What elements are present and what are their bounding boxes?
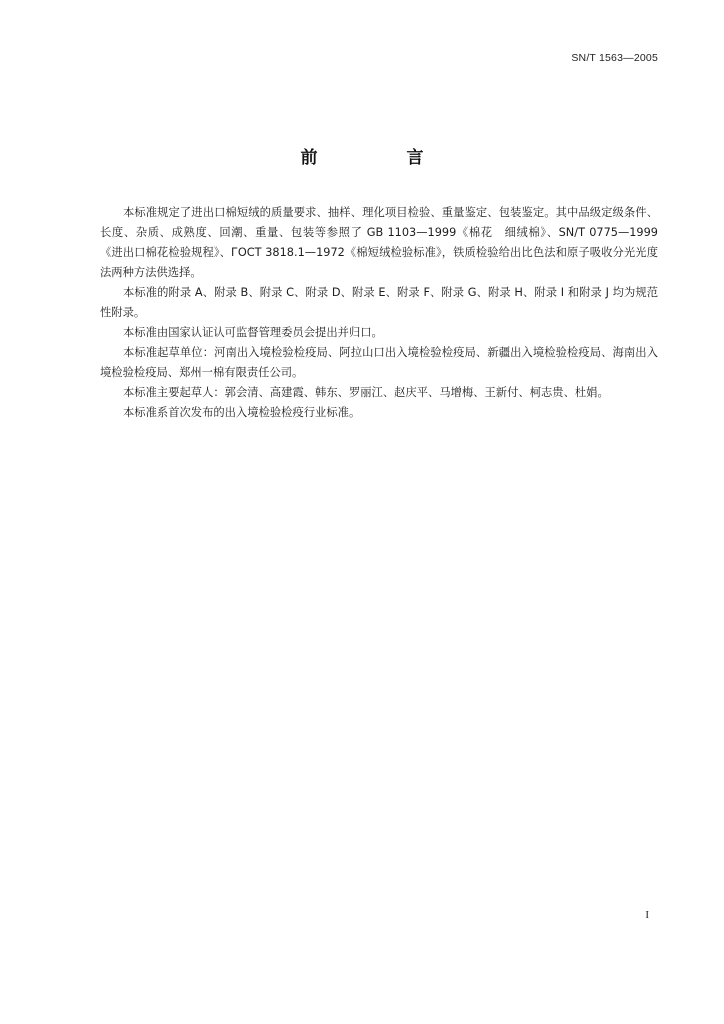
page-title: 前 言 [300, 148, 460, 168]
paragraph-scope: 本标准规定了进出口棉短绒的质量要求、抽样、理化项目检验、重量鉴定、包装鉴定。其中品级定级条件、长度、杂质、成熟度、回潮、重量、包装等参照了 GB 1103—1999《棉花 细绒棉》、SN/T 0775—1999《进出口棉花检验规程》、ГОСТ 3818.1—1972《棉短绒检验标准》，铁质检验给出比色法和原子吸收分光光度法两种方法供选择。 [100, 206, 658, 279]
standard-code: SN/T 1563—2005 [571, 52, 658, 64]
page-number: I [645, 909, 649, 921]
paragraph-proposer: 本标准由国家认证认可监督管理委员会提出并归口。 [123, 326, 383, 339]
paragraph-appendices: 本标准的附录 A、附录 B、附录 C、附录 D、附录 E、附录 F、附录 G、附录 H、附录 I 和附录 J 均为规范性附录。 [100, 286, 658, 319]
paragraph-first-release: 本标准系首次发布的出入境检验检疫行业标准。 [123, 406, 361, 419]
paragraph-drafters: 本标准主要起草人：郭会清、高建霞、韩东、罗丽江、赵庆平、马增梅、王新付、柯志贵、杜娟。 [123, 386, 609, 399]
foreword-body [100, 203, 658, 423]
paragraph-drafting-units: 本标准起草单位：河南出入境检验检疫局、阿拉山口出入境检验检疫局、新疆出入境检验检疫局、海南出入境检验检疫局、郑州一棉有限责任公司。 [100, 346, 658, 379]
